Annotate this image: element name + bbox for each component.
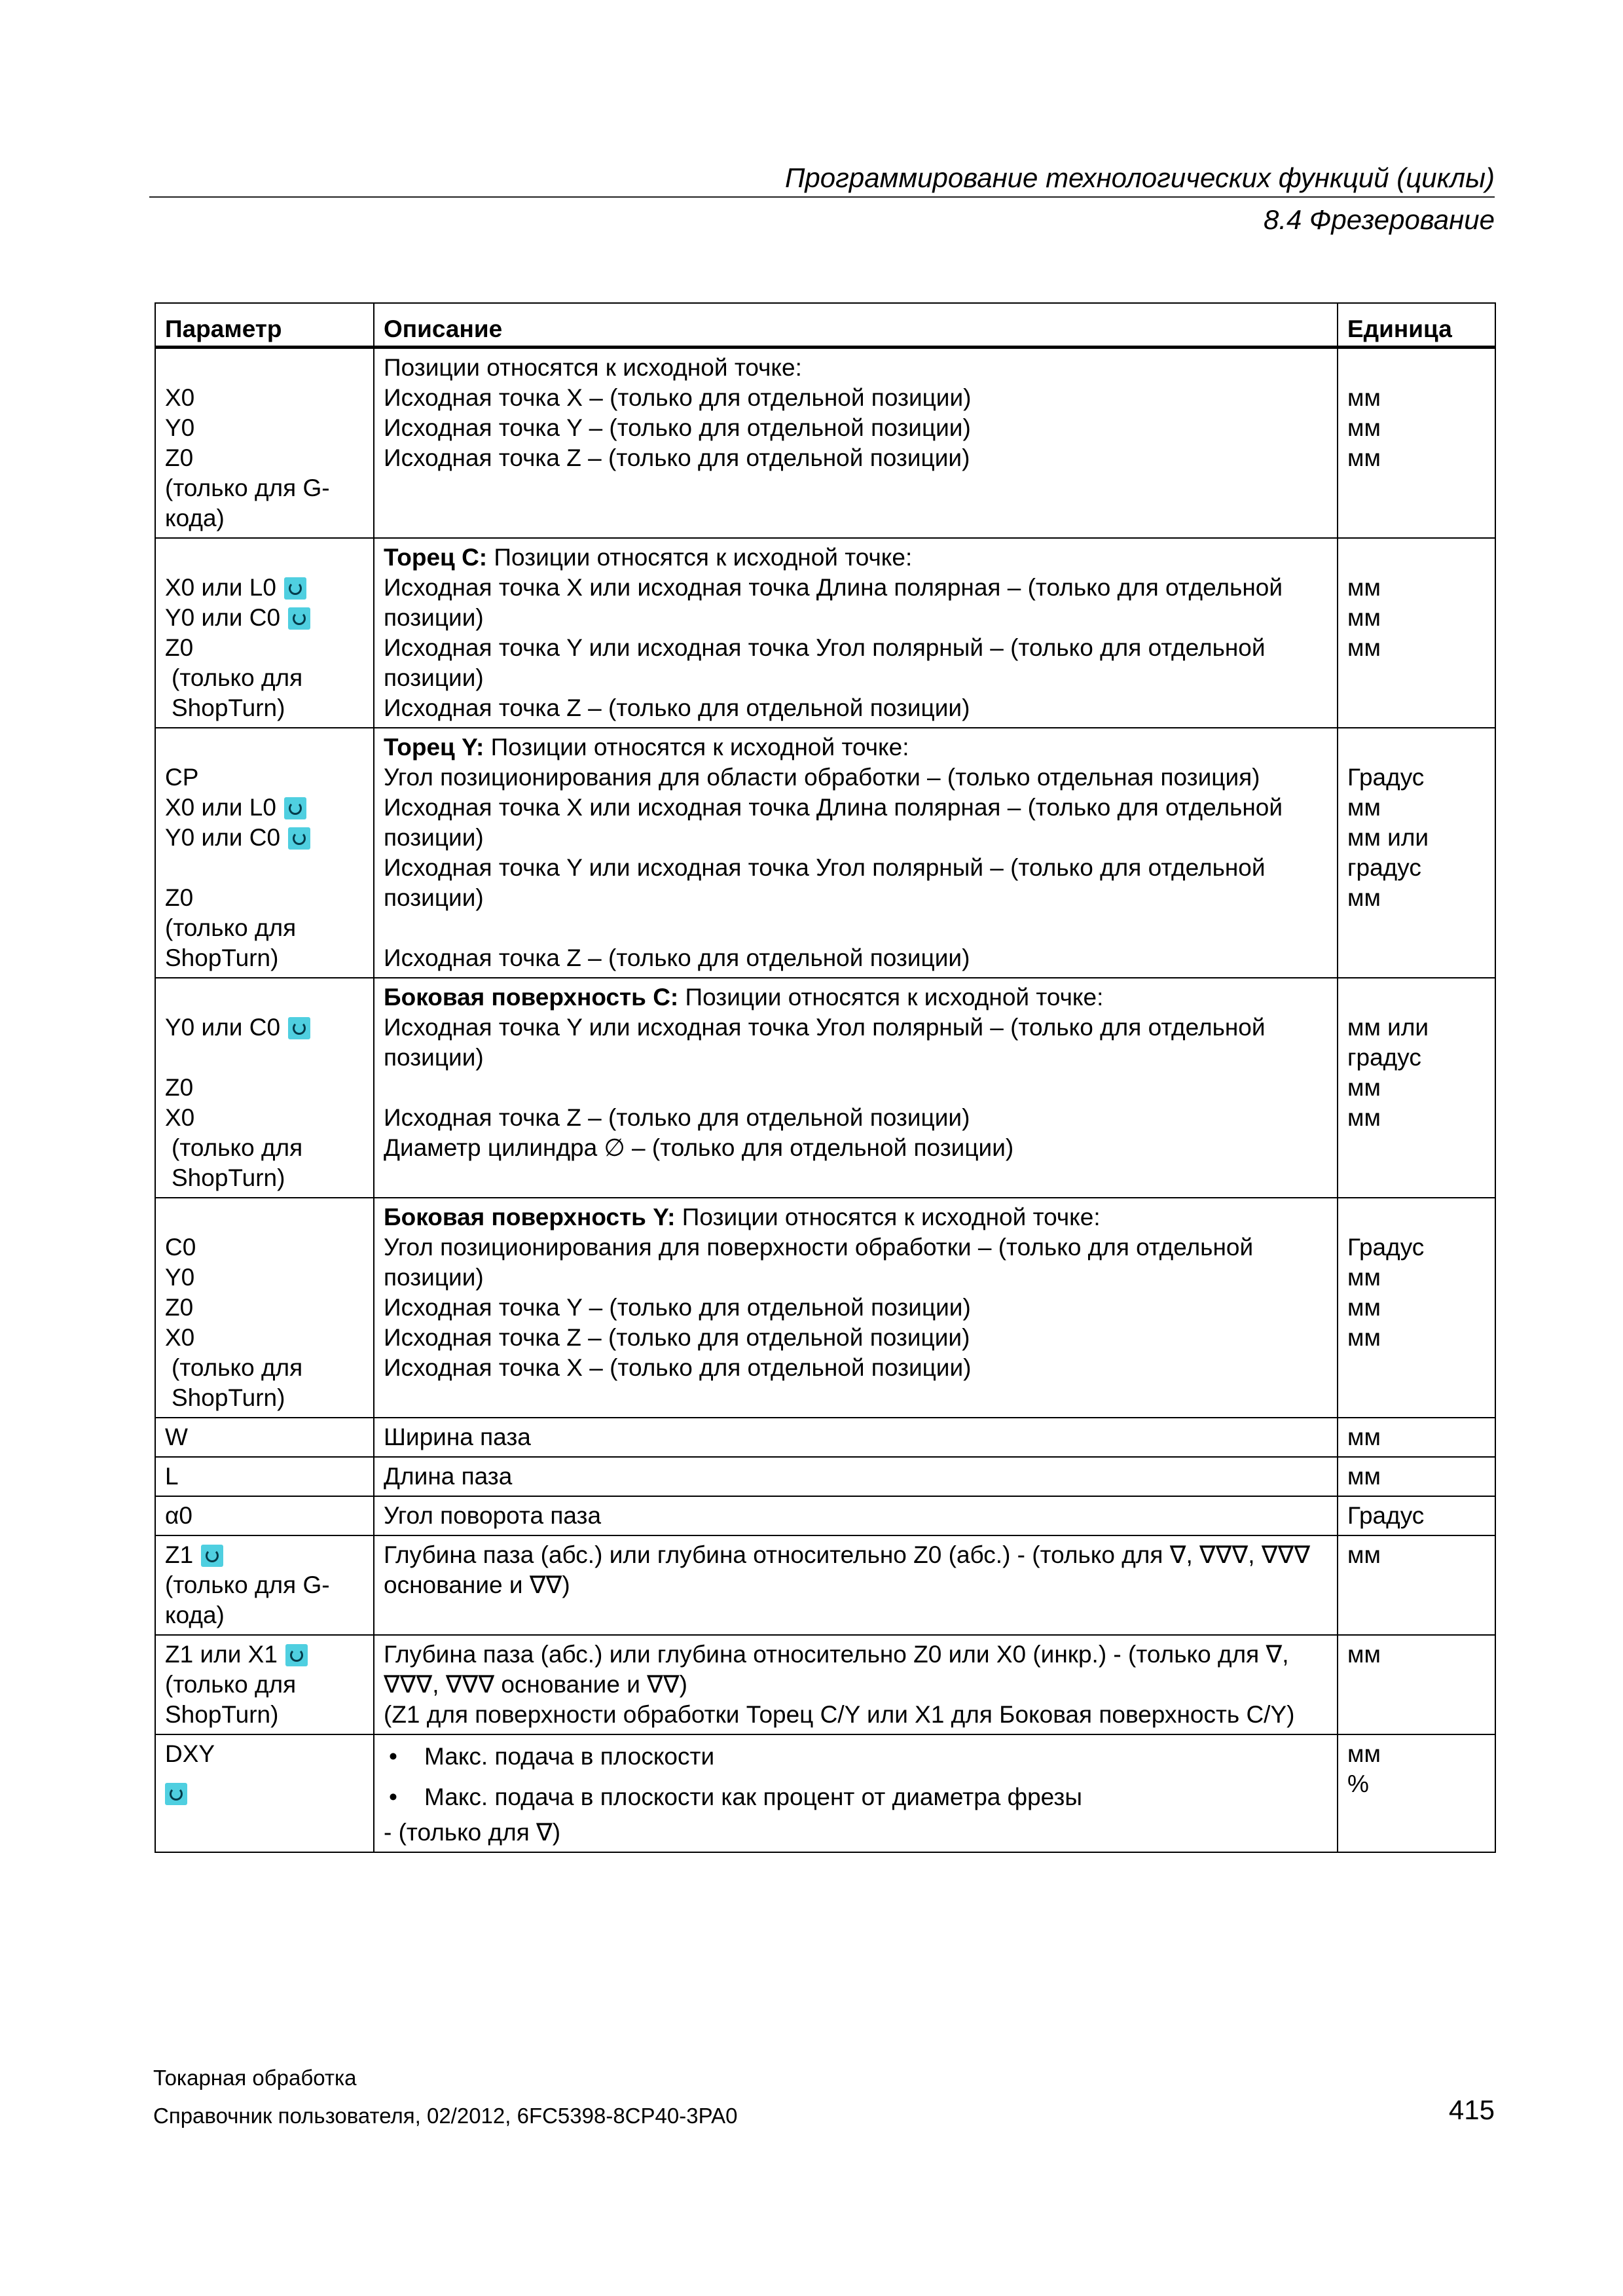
- param-label: Y0: [165, 414, 195, 441]
- param-label: X0 или L0: [165, 794, 276, 821]
- unit-text: мм: [1347, 444, 1381, 471]
- description-cell: [374, 1496, 1338, 1535]
- unit-text: мм: [1347, 1324, 1381, 1351]
- unit-text: мм: [1347, 1104, 1381, 1131]
- param-note: (только для ShopTurn): [165, 1671, 297, 1728]
- param-cell: [155, 538, 374, 728]
- param-label: Z1: [165, 1541, 194, 1568]
- unit-cell: [1338, 978, 1495, 1198]
- param-label: W: [165, 1424, 188, 1450]
- param-cell: [155, 348, 374, 539]
- table-row: [155, 728, 1495, 978]
- param-label: Z0: [165, 444, 194, 471]
- param-note: (только для G-кода): [165, 1571, 330, 1628]
- description-text: Глубина паза (абс.) или глубина относительно Z0 или X0 (инкр.) - (только для ∇, ∇∇∇, ∇∇∇ основание и ∇∇): [384, 1641, 1289, 1698]
- table-row: [155, 538, 1495, 728]
- description-text: Исходная точка Z – (только для отдельной позиции): [384, 1324, 970, 1351]
- table-row: [155, 1418, 1495, 1457]
- description-text: Позиции относятся к исходной точке:: [384, 354, 802, 381]
- toggle-icon: [288, 827, 310, 850]
- param-cell: [155, 1496, 374, 1535]
- description-text: Исходная точка Z – (только для отдельной позиции): [384, 694, 970, 721]
- unit-cell: [1338, 1418, 1495, 1457]
- param-note: (только для ShopTurn): [165, 914, 297, 971]
- description-cell: [374, 1635, 1338, 1734]
- header-title: Программирование технологических функций (циклы): [784, 162, 1495, 193]
- description-text: Длина паза: [384, 1463, 513, 1490]
- description-cell: [374, 1198, 1338, 1418]
- unit-cell: [1338, 348, 1495, 539]
- param-label: X0: [165, 1104, 195, 1131]
- unit-text: Градус: [1347, 1234, 1425, 1261]
- unit-cell: [1338, 1457, 1495, 1496]
- section-heading: Боковая поверхность C:: [384, 984, 679, 1011]
- section-heading: Боковая поверхность Y:: [384, 1204, 676, 1230]
- unit-cell: [1338, 1496, 1495, 1535]
- param-label: X0: [165, 1324, 195, 1351]
- param-label: C0: [165, 1234, 196, 1261]
- unit-text: мм: [1347, 884, 1381, 911]
- toggle-icon: [284, 797, 306, 819]
- unit-cell: [1338, 1635, 1495, 1734]
- bullet-item: • Макс. подача в плоскости: [384, 1742, 1329, 1772]
- unit-text: мм или градус: [1347, 824, 1429, 881]
- section-heading: Торец Y:: [384, 734, 484, 761]
- param-label: X0: [165, 384, 195, 411]
- description-text: Исходная точка Y или исходная точка Угол полярный – (только для отдельной позиции): [384, 634, 1266, 691]
- description-text: Диаметр цилиндра ∅ – (только для отдельной позиции): [384, 1134, 1014, 1161]
- column-header-unit: Единица: [1338, 303, 1495, 348]
- description-text: Позиции относятся к исходной точке:: [490, 734, 909, 761]
- description-text: Угол поворота паза: [384, 1502, 602, 1529]
- param-cell: [155, 1535, 374, 1635]
- unit-text: мм: [1347, 1264, 1381, 1291]
- unit-text: мм: [1347, 414, 1381, 441]
- param-label: Y0 или C0: [165, 1014, 281, 1041]
- unit-text: Градус: [1347, 1502, 1425, 1529]
- table-row: [155, 1496, 1495, 1535]
- param-note: (только для ShopTurn): [172, 664, 303, 721]
- param-label: DXY: [165, 1740, 215, 1767]
- description-cell: [374, 1734, 1338, 1852]
- unit-text: мм: [1347, 384, 1381, 411]
- unit-text: мм: [1347, 1463, 1381, 1490]
- bullet-item: • Макс. подача в плоскости как процент от диаметра фрезы: [384, 1782, 1329, 1812]
- description-text: Исходная точка X – (только для отдельной позиции): [384, 384, 972, 411]
- description-text: Позиции относятся к исходной точке:: [682, 1204, 1101, 1230]
- toggle-icon: [165, 1783, 187, 1805]
- param-label: Y0: [165, 1264, 195, 1291]
- param-cell: [155, 728, 374, 978]
- description-cell: [374, 348, 1338, 539]
- unit-cell: [1338, 1198, 1495, 1418]
- param-cell: [155, 978, 374, 1198]
- param-note: (только для ShopTurn): [172, 1354, 303, 1411]
- param-note: (только для ShopTurn): [172, 1134, 303, 1191]
- param-cell: [155, 1457, 374, 1496]
- unit-text: мм: [1347, 574, 1381, 601]
- description-text: Исходная точка Y или исходная точка Угол полярный – (только для отдельной позиции): [384, 1014, 1266, 1071]
- description-text: Исходная точка Z – (только для отдельной позиции): [384, 1104, 970, 1131]
- param-label: Z0: [165, 634, 194, 661]
- unit-text: Градус: [1347, 764, 1425, 791]
- description-text: - (только для ∇): [384, 1819, 561, 1846]
- param-label: Y0 или C0: [165, 604, 281, 631]
- unit-text: мм или градус: [1347, 1014, 1429, 1071]
- param-label: Z1 или X1: [165, 1641, 278, 1668]
- parameter-table: [155, 302, 1496, 1853]
- description-text: Глубина паза (абс.) или глубина относительно Z0 (абс.) - (только для ∇, ∇∇∇, ∇∇∇ основание и ∇∇): [384, 1541, 1311, 1598]
- description-cell: [374, 978, 1338, 1198]
- description-text: Исходная точка X или исходная точка Длина полярная – (только для отдельной позиции): [384, 794, 1283, 851]
- unit-text: мм: [1347, 634, 1381, 661]
- toggle-icon: [288, 607, 310, 630]
- unit-text: мм: [1347, 1641, 1381, 1668]
- param-label: CP: [165, 764, 199, 791]
- table-row: [155, 1734, 1495, 1852]
- table-header-row: [155, 303, 1495, 348]
- param-label: L: [165, 1463, 179, 1490]
- table-row: [155, 1535, 1495, 1635]
- description-text: (Z1 для поверхности обработки Торец C/Y или X1 для Боковая поверхность C/Y): [384, 1701, 1295, 1728]
- unit-text: мм: [1347, 794, 1381, 821]
- unit-text: мм: [1347, 1074, 1381, 1101]
- unit-cell: [1338, 1535, 1495, 1635]
- param-cell: [155, 1734, 374, 1852]
- table-row: [155, 1198, 1495, 1418]
- header-rule: [149, 196, 1495, 198]
- page-number: 415: [1448, 2094, 1495, 2125]
- description-text: Ширина паза: [384, 1424, 531, 1450]
- description-text: Угол позиционирования для поверхности обработки – (только для отдельной позиции): [384, 1234, 1254, 1291]
- param-label: Z0: [165, 1074, 194, 1101]
- header-section: 8.4 Фрезерование: [1263, 204, 1495, 235]
- toggle-icon: [284, 577, 306, 600]
- unit-text: мм: [1347, 1424, 1381, 1450]
- description-text: Позиции относятся к исходной точке:: [685, 984, 1104, 1011]
- param-cell: [155, 1418, 374, 1457]
- unit-text: мм: [1347, 1541, 1381, 1568]
- param-label: Z0: [165, 884, 194, 911]
- unit-text: мм: [1347, 1740, 1381, 1767]
- description-text: Исходная точка Z – (только для отдельной позиции): [384, 444, 970, 471]
- param-label: Y0 или C0: [165, 824, 281, 851]
- description-cell: [374, 538, 1338, 728]
- description-cell: [374, 728, 1338, 978]
- table-row: [155, 348, 1495, 539]
- unit-text: %: [1347, 1770, 1369, 1797]
- unit-text: мм: [1347, 1294, 1381, 1321]
- section-heading: Торец C:: [384, 544, 488, 571]
- description-text: Исходная точка X или исходная точка Длина полярная – (только для отдельной позиции): [384, 574, 1283, 631]
- description-text: Исходная точка Y – (только для отдельной позиции): [384, 1294, 971, 1321]
- description-text: Исходная точка Y – (только для отдельной позиции): [384, 414, 971, 441]
- param-label: Z0: [165, 1294, 194, 1321]
- description-text: Исходная точка X – (только для отдельной позиции): [384, 1354, 972, 1381]
- toggle-icon: [288, 1017, 310, 1039]
- table-row: [155, 1457, 1495, 1496]
- unit-cell: [1338, 728, 1495, 978]
- unit-cell: [1338, 1734, 1495, 1852]
- unit-text: мм: [1347, 604, 1381, 631]
- description-cell: [374, 1418, 1338, 1457]
- unit-cell: [1338, 538, 1495, 728]
- param-note: (только для G-кода): [165, 475, 330, 531]
- table-row: [155, 978, 1495, 1198]
- description-text: Исходная точка Y или исходная точка Угол полярный – (только для отдельной позиции): [384, 854, 1266, 911]
- param-label: α0: [165, 1502, 192, 1529]
- description-text: Позиции относятся к исходной точке:: [494, 544, 913, 571]
- description-text: Угол позиционирования для области обработки – (только отдельная позиция): [384, 764, 1260, 791]
- description-text: Исходная точка Z – (только для отдельной позиции): [384, 944, 970, 971]
- column-header-parameter: Параметр: [155, 303, 374, 348]
- toggle-icon: [201, 1545, 223, 1567]
- description-cell: [374, 1457, 1338, 1496]
- description-cell: [374, 1535, 1338, 1635]
- table-row: [155, 1635, 1495, 1734]
- footer-product: Токарная обработка: [153, 2066, 357, 2090]
- param-cell: [155, 1635, 374, 1734]
- toggle-icon: [285, 1644, 308, 1666]
- param-label: X0 или L0: [165, 574, 276, 601]
- footer-manual-info: Справочник пользователя, 02/2012, 6FC5398-8CP40-3PA0: [153, 2104, 738, 2128]
- param-cell: [155, 1198, 374, 1418]
- column-header-description: Описание: [374, 303, 1338, 348]
